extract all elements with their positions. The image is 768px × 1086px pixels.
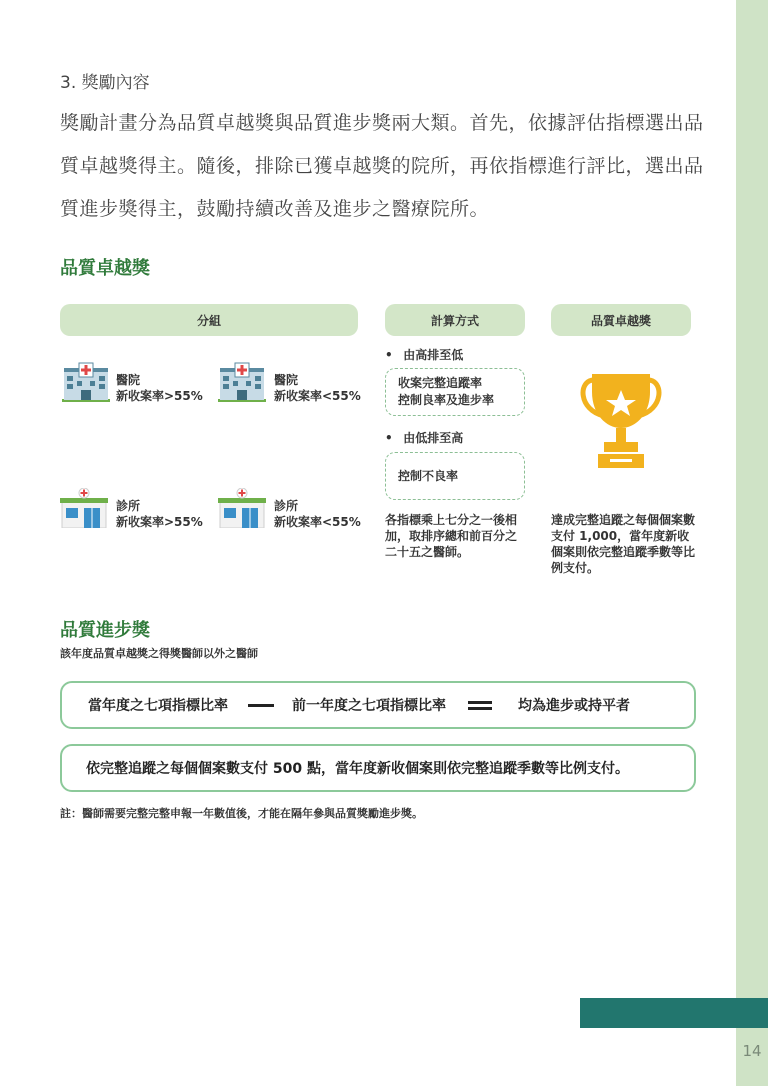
rule-previous: 前一年度之七項指標比率 (292, 698, 446, 714)
progress-payment: 依完整追蹤之每個個案數支付 500 點，當年度新收個案則依完整追蹤季數等比例支付。 (86, 761, 629, 777)
hospital-icon (216, 362, 268, 402)
rule-equals-sign (468, 701, 492, 710)
progress-subtitle: 該年度品質卓越獎之得獎醫師以外之醫師 (60, 647, 258, 660)
section-heading: 3. 獎勵內容 (60, 73, 150, 93)
trophy-icon (576, 370, 666, 470)
side-teal-band (580, 998, 768, 1028)
clinic-icon (216, 488, 268, 528)
progress-payment-box (60, 744, 696, 792)
method-bullet-2: • 由低排至高 (385, 431, 464, 445)
group-label-4: 診所 新收案率<55% (274, 499, 361, 529)
method-box-2: 控制不良率 (385, 452, 525, 500)
hospital-icon (60, 362, 112, 402)
progress-rule-box (60, 681, 696, 729)
intro-paragraph: 獎勵計畫分為品質卓越獎與品質進步獎兩大類。首先，依據評估指標選出品質卓越獎得主。隨後，排除已獲卓越獎的院所，再依指標進行評比，選出品質進步獎得主，鼓勵持續改善及進步之醫療院所。 (60, 112, 704, 220)
rule-minus-sign (248, 704, 274, 707)
group-label-2: 醫院 新收案率<55% (274, 373, 361, 403)
rule-result: 均為進步或持平者 (518, 698, 630, 714)
method-bullet-1: • 由高排至低 (385, 348, 464, 362)
footnote: 註：醫師需要完整完整申報一年數值後，才能在隔年參與品質獎勵進步獎。 (60, 807, 423, 820)
group-label-3: 診所 新收案率>55% (116, 499, 203, 529)
award-header: 品質卓越獎 (551, 304, 691, 336)
group-header: 分組 (60, 304, 358, 336)
method-summary: 各指標乘上七分之一後相加，取排序總和前百分之二十五之醫師。 (385, 513, 518, 559)
rule-current: 當年度之七項指標比率 (88, 698, 228, 714)
award-text: 達成完整追蹤之每個個案數支付 1,000，當年度新收個案則依完整追蹤季數等比例支付。 (551, 513, 696, 575)
excellence-title: 品質卓越獎 (60, 258, 150, 279)
group-label-1: 醫院 新收案率>55% (116, 373, 203, 403)
method-header: 計算方式 (385, 304, 525, 336)
clinic-icon (58, 488, 110, 528)
progress-title: 品質進步獎 (60, 620, 150, 641)
page-number: 14 (742, 1042, 762, 1060)
side-decor-bar (736, 0, 768, 1086)
method-box-1: 收案完整追蹤率 控制良率及進步率 (385, 368, 525, 416)
